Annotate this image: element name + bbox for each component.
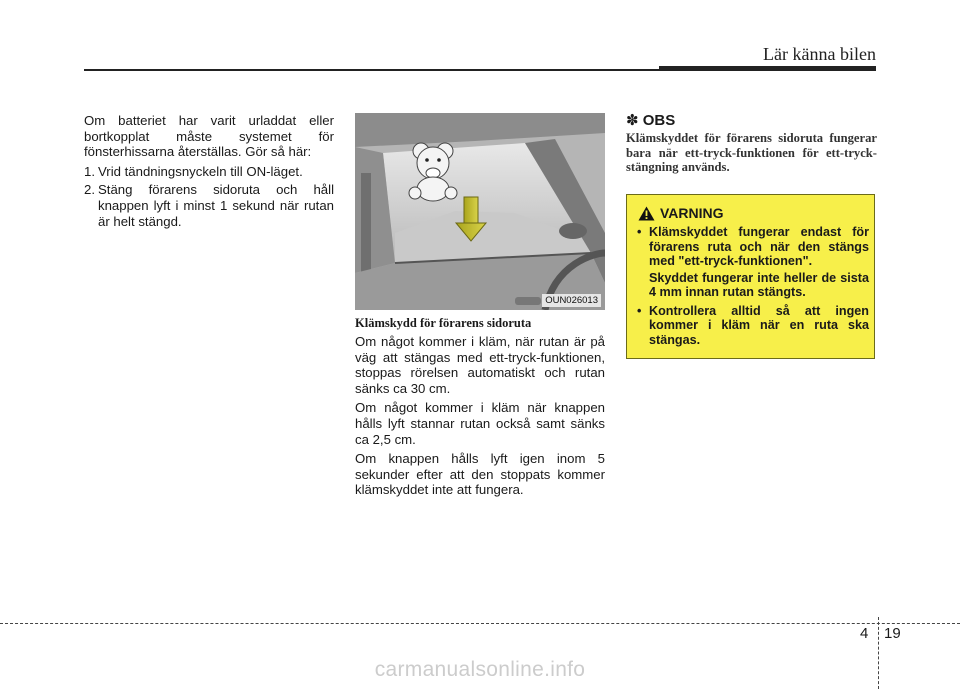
warning-box: [626, 194, 875, 359]
left-column: [84, 113, 334, 232]
obs-title: ✽ OBS: [626, 112, 676, 129]
body-paragraph: Om något kommer i kläm, när rutan är på väg att stängas med ett-tryck-funktionen, stoppas rörelsen automatiskt och rutan sänks ca 30 cm.: [355, 334, 605, 396]
step-text: Stäng förarens sidoruta och håll knappen lyft i minst 1 sekund när rutan är helt stängd.: [98, 182, 334, 229]
step-text: Vrid tändningsnyckeln till ON-läget.: [98, 163, 303, 179]
steps-list: [84, 164, 334, 229]
warning-list: [637, 225, 869, 349]
body-paragraph: Om något kommer i kläm när knappen hålls lyft stannar rutan också samt sänks ca 2,5 cm.: [355, 400, 605, 447]
warning-header: [638, 205, 724, 221]
warning-item-subtext: Skyddet fungerar inte heller de sista 4 mm innan rutan stängts.: [649, 270, 869, 299]
bullet: •: [637, 225, 642, 239]
page-number: 19: [884, 625, 901, 642]
middle-column: [355, 334, 605, 502]
obs-text: Klämskyddet för förarens sidoruta fungerar bara när ett-tryck-funktionen för ett-tryck-stängning används.: [626, 131, 877, 175]
step-item: [84, 182, 334, 229]
car-interior-drawing: [355, 113, 605, 310]
watermark: carmanualsonline.info: [374, 658, 586, 681]
footer-rule: [0, 623, 960, 625]
warning-triangle-icon: [638, 206, 655, 221]
section-title: Lär känna bilen: [763, 44, 876, 64]
chapter-number: 4: [860, 625, 869, 642]
warning-item: [637, 225, 869, 269]
bullet: •: [637, 303, 642, 318]
intro-paragraph: Om batteriet har varit urladdat eller bortkopplat måste systemet för fönsterhissarna återställas. Gör så här:: [84, 113, 334, 160]
window-illustration: [355, 113, 605, 310]
warning-item-text: Kontrollera alltid så att ingen kommer i kläm när en ruta ska stängas.: [649, 303, 869, 347]
figure-code: OUN026013: [542, 294, 601, 307]
figure-caption: Klämskydd för förarens sidoruta: [355, 316, 532, 330]
step-number: 2.: [84, 182, 95, 198]
body-paragraph: Om knappen hålls lyft igen inom 5 sekunder efter att den stoppats kommer klämskyddet inte att fungera.: [355, 451, 605, 498]
warning-item: [637, 304, 869, 348]
step-item: [84, 164, 334, 180]
step-number: 1.: [84, 163, 95, 179]
warning-item-text: Klämskyddet fungerar endast för förarens ruta och när den stängs med "ett-tryck-funktionen".: [649, 225, 869, 268]
warning-title: VARNING: [660, 205, 724, 221]
header-rule-accent: [659, 66, 876, 71]
